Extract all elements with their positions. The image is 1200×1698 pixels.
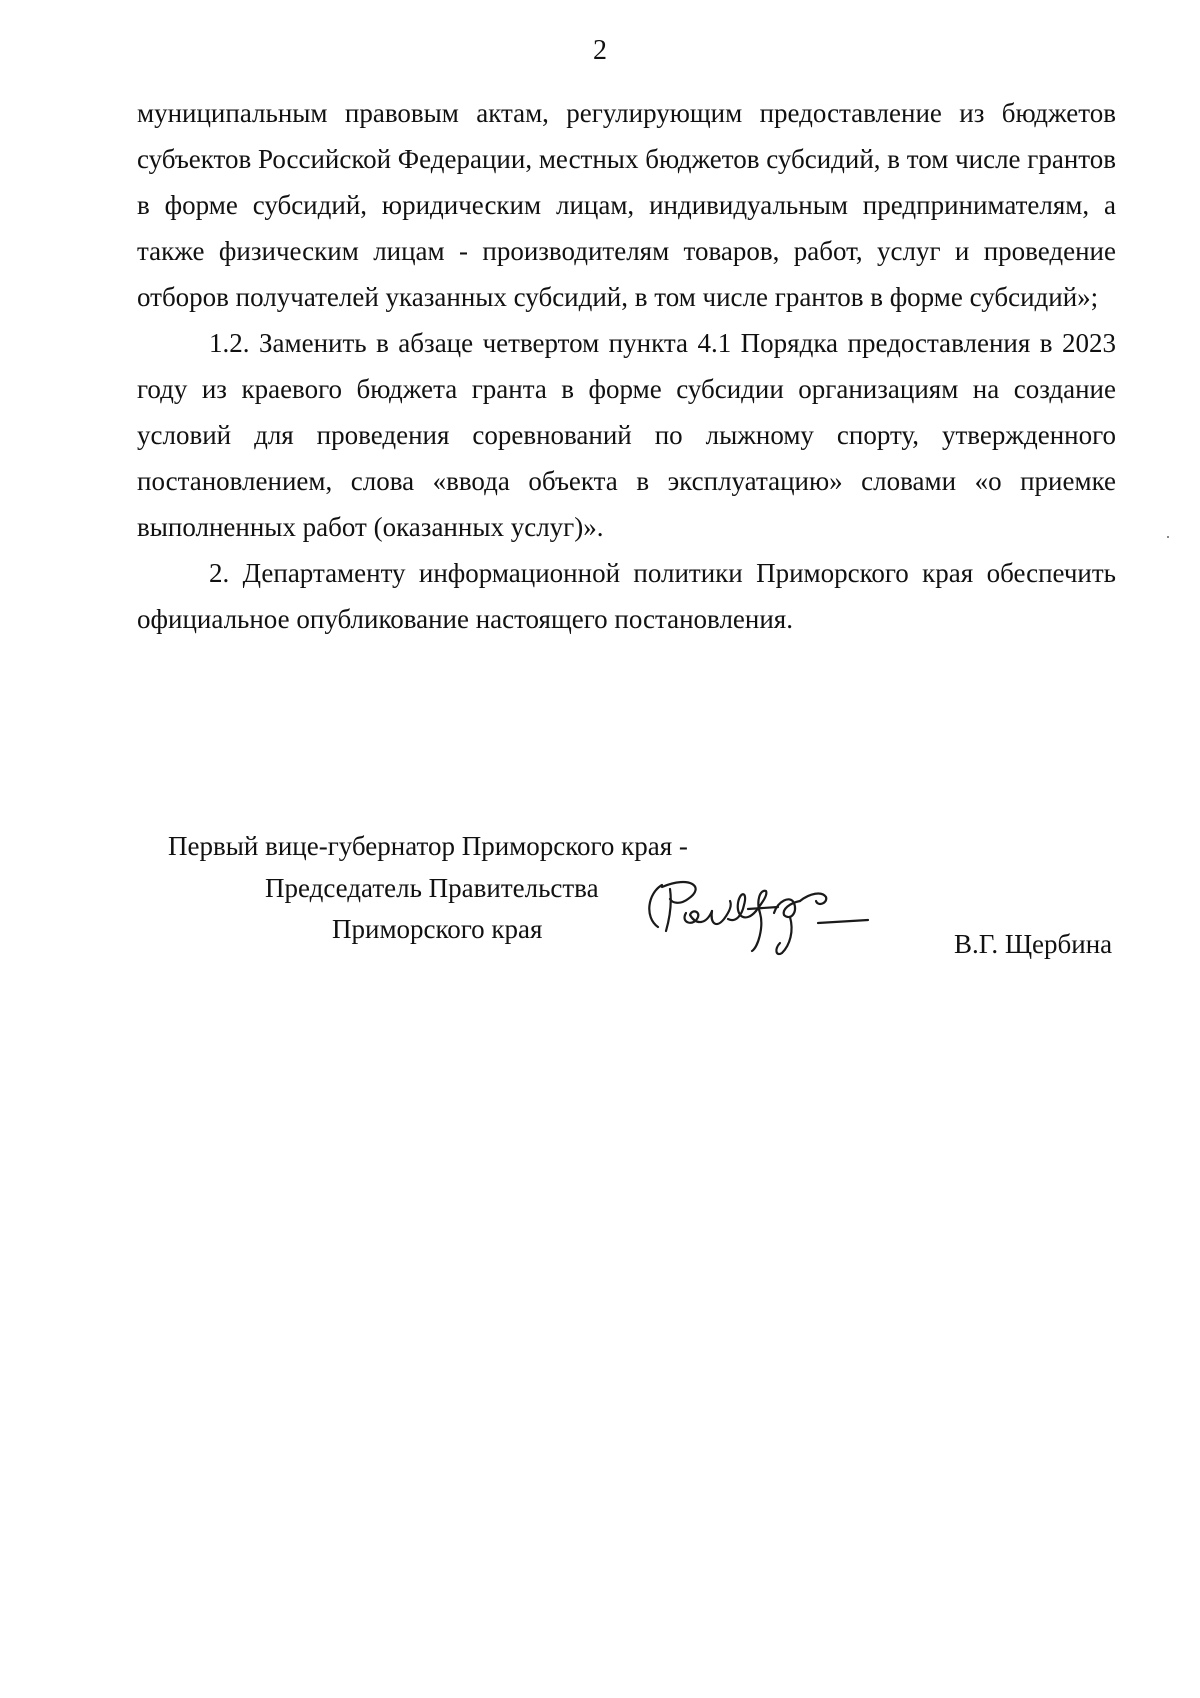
paragraph-clause-2: 2. Департаменту информационной политики Приморского края обеспечить официальное опубликование настоящего постановления. xyxy=(137,558,1116,634)
paragraph-clause-1-2: 1.2. Заменить в абзаце четвертом пункта 4.1 Порядка предоставления в 2023 году из краевого бюджета гранта в форме субсидии организациям на создание условий для проведения соревнований по лыжному спорту, утвержденного постановлением, слова «ввода объекта в эксплуатацию» словами «о приемке выполненных работ (оказанных услуг)». xyxy=(137,328,1116,542)
signer-name: В.Г. Щербина xyxy=(954,929,1113,959)
paragraph-continuation: муниципальным правовым актам, регулирующим предоставление из бюджетов субъектов Российской Федерации, местных бюджетов субсидий, в том числе грантов в форме субсидий, юридическим лицам, индивидуальным предпринимателям, а также физическим лицам - производителям товаров, работ, услуг и проведение отборов получателей указанных субсидий, в том числе грантов в форме субсидий»; xyxy=(137,98,1116,312)
signature-title-line-2: Председатель Правительства xyxy=(265,873,599,903)
page-number: 2 xyxy=(593,35,607,66)
signature-title-line-3: Приморского края xyxy=(332,914,543,944)
handwritten-signature xyxy=(640,865,940,965)
scan-speck xyxy=(1167,536,1169,538)
signature-title-line-1: Первый вице-губернатор Приморского края - xyxy=(168,831,688,861)
document-body xyxy=(137,90,1116,642)
